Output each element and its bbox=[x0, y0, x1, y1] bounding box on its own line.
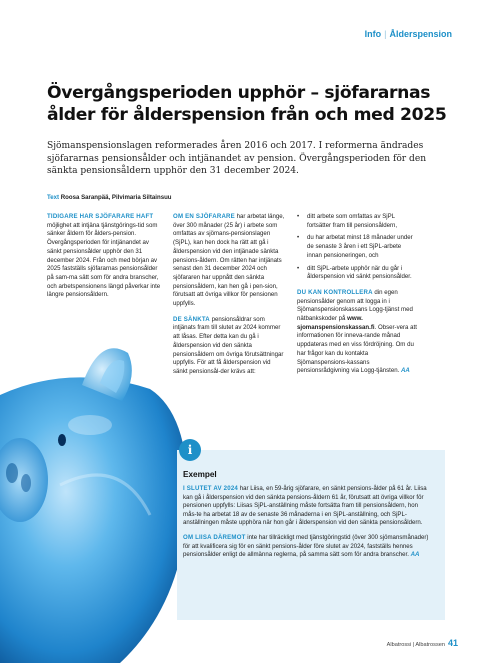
col1-text: möjlighet att intjäna tjänstgörings-tid som sänker åldern för ålders-pension. Övergångsperioden för intjänandet av sänkt pensionsålder upphör den 31 december 2024. Från och med början av 2025 fastställs sjöfararnas pensionsålder på sam-ma sätt som för andra branscher, och arbetspensionens längd påverkar inte längre pensionsåldern. bbox=[47, 221, 161, 299]
byline bbox=[47, 194, 172, 201]
col1-paragraph bbox=[47, 213, 161, 300]
col2-kicker-1: OM EN SJÖFARARE bbox=[173, 213, 235, 220]
section-separator: | bbox=[384, 29, 387, 39]
col2-kicker-2: DE SÄNKTA bbox=[173, 315, 210, 323]
piggy-bank-image bbox=[0, 345, 190, 663]
end-mark: AA bbox=[401, 367, 410, 375]
col3-kicker: DU KAN KONTROLLERA bbox=[297, 288, 373, 296]
example-paragraph-1 bbox=[183, 485, 433, 528]
col3-text: din egen pensionsålder genom att logga in i Sjömanspensionskassans Logg-tjänst med nätbankskoder på bbox=[297, 288, 413, 323]
example-text-2: inte har tillräckligt med tjänstgöringstid (över 300 sjömansmånader) för att kvalificera sig för en sänkt pensions-ålder före slutet av 2024, fastställs hennes pensionsålder enligt de allmänna reglerna, på samma sätt som för andra branscher. bbox=[183, 533, 429, 559]
example-text-1: har Liisa, en 59-årig sjöfarare, en sänkt pensions-ålder på 61 år. Liisa kan gå i ålderspension vid den sänkta pensions-åldern 61 år, förutsatt att övriga villkor för pensionen uppfylls: Liisas SjPL-anställning måste fortsätta fram till pensionsåldern, hon mås-te ha arbetat 18 av de senaste 36 månaderna i en SjPL-anställning, och SjPL-anställningen måste upphöra när hon går i ålderspension vid den sänkta pensionsåldern. bbox=[183, 485, 427, 527]
col3-text-2: . Obser-vera att informationen för inneva-rande månad uppdateras med en viss fördröjning. Om du har frågor kan du kontakta Sjömanspensions-kassans pensionsrådgivning via Logg-tjänsten. bbox=[297, 323, 417, 375]
section-label: Info bbox=[364, 29, 382, 39]
byline-label: Text bbox=[47, 194, 60, 201]
info-icon: i bbox=[179, 439, 201, 461]
column-3 bbox=[297, 213, 417, 383]
col2-paragraph-1 bbox=[173, 213, 285, 309]
subsection-label: Ålderspension bbox=[389, 29, 452, 39]
article-title: Övergångsperioden upphör – sjöfararnas ålder för ålderspension från och med 2025 bbox=[47, 83, 447, 125]
pension-website-link[interactable]: www. sjomanspensionskassan.fi bbox=[297, 315, 375, 331]
col2-text-1: har arbetat länge, över 300 månader (25 år) i arbete som omfattas av sjömans-pensionslagen (SjPL), kan hen dock ha rätt att gå i ålderspension vid den intjänade sänkta pensions-åldern. Om rätten har intjänats senast den 31 december 2024 och sjöfararen har uppnått den sänkta pensionsåldern, kan hen gå i pen-sion, förutsatt att övriga villkor för pensionen uppfylls. bbox=[173, 213, 285, 308]
list-item: • du har arbetat minst 18 månader under de senaste 3 åren i ett SjPL-arbete innan pensioneringen, och bbox=[297, 234, 417, 260]
page-footer bbox=[387, 638, 458, 648]
article-lead: Sjömanspensionslagen reformerades åren 2016 och 2017. I reformerna ändrades sjöfararnas pensionsålder och intjänandet av pension. Övergångsperioden för den sänkta pensionsåldern upphör den 31 december 2024. bbox=[47, 141, 427, 177]
col2-text-2: pensionsåldrar som intjänats fram till slutet av 2024 kommer att låsas. Efter detta kan du gå i ålderspension vid den sänkta pensionsåldern om övriga förutsättningar uppfylls. För att få ålderspension vid sänkt pensionsål-der krävs att: bbox=[173, 315, 284, 375]
example-end-mark: AA bbox=[410, 551, 420, 559]
example-paragraph-2 bbox=[183, 534, 433, 560]
requirements-list bbox=[297, 213, 417, 282]
footer-publication: Albatrossi | Albatrossen bbox=[386, 642, 445, 648]
example-kicker-2: OM LIISA DÄREMOT bbox=[183, 533, 246, 541]
list-item: • ditt SjPL-arbete upphör när du går i ålderspension vid sänkt pensionsålder. bbox=[297, 265, 417, 282]
example-title: Exempel bbox=[183, 470, 217, 479]
col3-paragraph bbox=[297, 289, 417, 376]
page-number: 41 bbox=[447, 638, 458, 648]
column-1 bbox=[47, 213, 161, 307]
byline-authors: Roosa Saranpää, Pilvimaria Siltainsuu bbox=[60, 194, 172, 201]
list-item: • ditt arbete som omfattas av SjPL fortsätter fram till pensionsåldern, bbox=[297, 213, 417, 230]
example-kicker-1: I SLUTET AV 2024 bbox=[183, 485, 239, 492]
section-tag bbox=[365, 29, 452, 39]
col1-kicker: TIDIGARE HAR SJÖFARARE HAFT bbox=[47, 213, 154, 220]
example-text bbox=[183, 485, 433, 566]
